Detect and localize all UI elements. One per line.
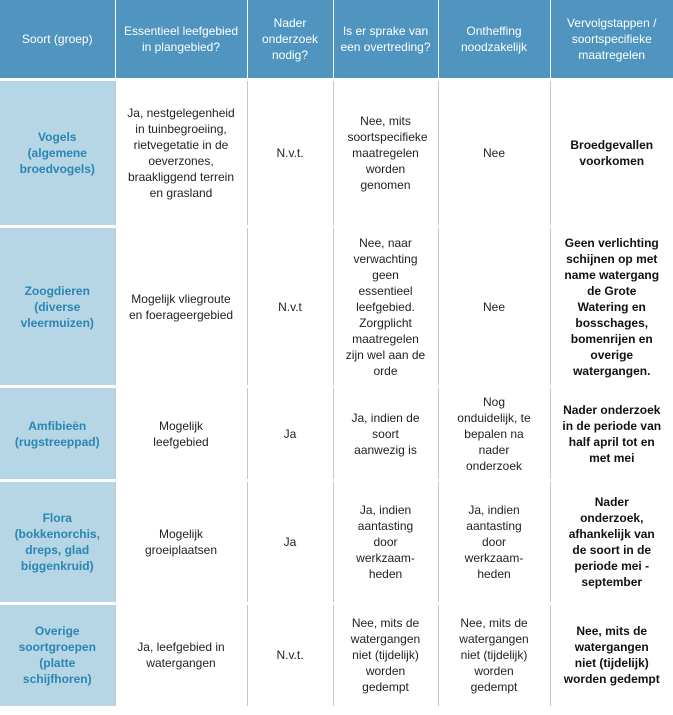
table-header (0, 0, 673, 80)
cell-onderzoek: N.v.t. (247, 604, 333, 706)
header-vervolg: Vervolgstappen / soortspecifieke maatregelen (550, 0, 673, 80)
table-row (0, 387, 673, 481)
table-row (0, 604, 673, 706)
table-body (0, 80, 673, 706)
cell-leefgebied: Mogelijk vliegroute en foerageergebied (115, 227, 247, 387)
cell-onderzoek: N.v.t. (247, 80, 333, 227)
cell-overtreding: Ja, indien aantasting door werkzaam-heden (333, 481, 438, 604)
cell-vervolg: Nader onderzoek, afhankelijk van de soort in de periode mei - september (550, 481, 673, 604)
cell-soort: Flora (bokkenorchis, dreps, glad biggenkruid) (0, 481, 115, 604)
table-row (0, 481, 673, 604)
cell-onderzoek: N.v.t (247, 227, 333, 387)
cell-leefgebied: Ja, nestgelegenheid in tuinbegroeiing, rietvegetatie in de oeverzones, braakliggend terrein en grasland (115, 80, 247, 227)
cell-onderzoek: Ja (247, 481, 333, 604)
cell-ontheffing: Nee (438, 227, 550, 387)
header-leefgebied: Essentieel leefgebied in plangebied? (115, 0, 247, 80)
cell-ontheffing: Nee (438, 80, 550, 227)
header-row (0, 0, 673, 80)
cell-soort: Overige soortgroepen (platte schijfhoren) (0, 604, 115, 706)
cell-leefgebied: Mogelijk leefgebied (115, 387, 247, 481)
cell-soort: Amfibieën (rugstreeppad) (0, 387, 115, 481)
cell-leefgebied: Mogelijk groeiplaatsen (115, 481, 247, 604)
cell-ontheffing: Ja, indien aantasting door werkzaam-heden (438, 481, 550, 604)
header-overtreding: Is er sprake van een overtreding? (333, 0, 438, 80)
cell-soort: Vogels (algemene broedvogels) (0, 80, 115, 227)
cell-ontheffing: Nee, mits de watergangen niet (tijdelijk) worden gedempt (438, 604, 550, 706)
cell-leefgebied: Ja, leefgebied in watergangen (115, 604, 247, 706)
cell-vervolg: Geen verlichting schijnen op met name watergang de Grote Watering en bosschages, bomenrijen en overige watergangen. (550, 227, 673, 387)
header-onderzoek: Nader onderzoek nodig? (247, 0, 333, 80)
cell-vervolg: Broedgevallen voorkomen (550, 80, 673, 227)
cell-overtreding: Nee, mits de watergangen niet (tijdelijk) worden gedempt (333, 604, 438, 706)
cell-ontheffing: Nog onduidelijk, te bepalen na nader onderzoek (438, 387, 550, 481)
cell-overtreding: Ja, indien de soort aanwezig is (333, 387, 438, 481)
cell-overtreding: Nee, naar verwachting geen essentieel leefgebied. Zorgplicht maatregelen zijn wel aan de orde (333, 227, 438, 387)
cell-vervolg: Nader onderzoek in de periode van half april tot en met mei (550, 387, 673, 481)
cell-onderzoek: Ja (247, 387, 333, 481)
header-soort: Soort (groep) (0, 0, 115, 80)
cell-overtreding: Nee, mits soortspecifieke maatregelen worden genomen (333, 80, 438, 227)
header-ontheffing: Ontheffing noodzakelijk (438, 0, 550, 80)
cell-soort: Zoogdieren (diverse vleermuizen) (0, 227, 115, 387)
table-row (0, 227, 673, 387)
cell-vervolg: Nee, mits de watergangen niet (tijdelijk) worden gedempt (550, 604, 673, 706)
table-row (0, 80, 673, 227)
